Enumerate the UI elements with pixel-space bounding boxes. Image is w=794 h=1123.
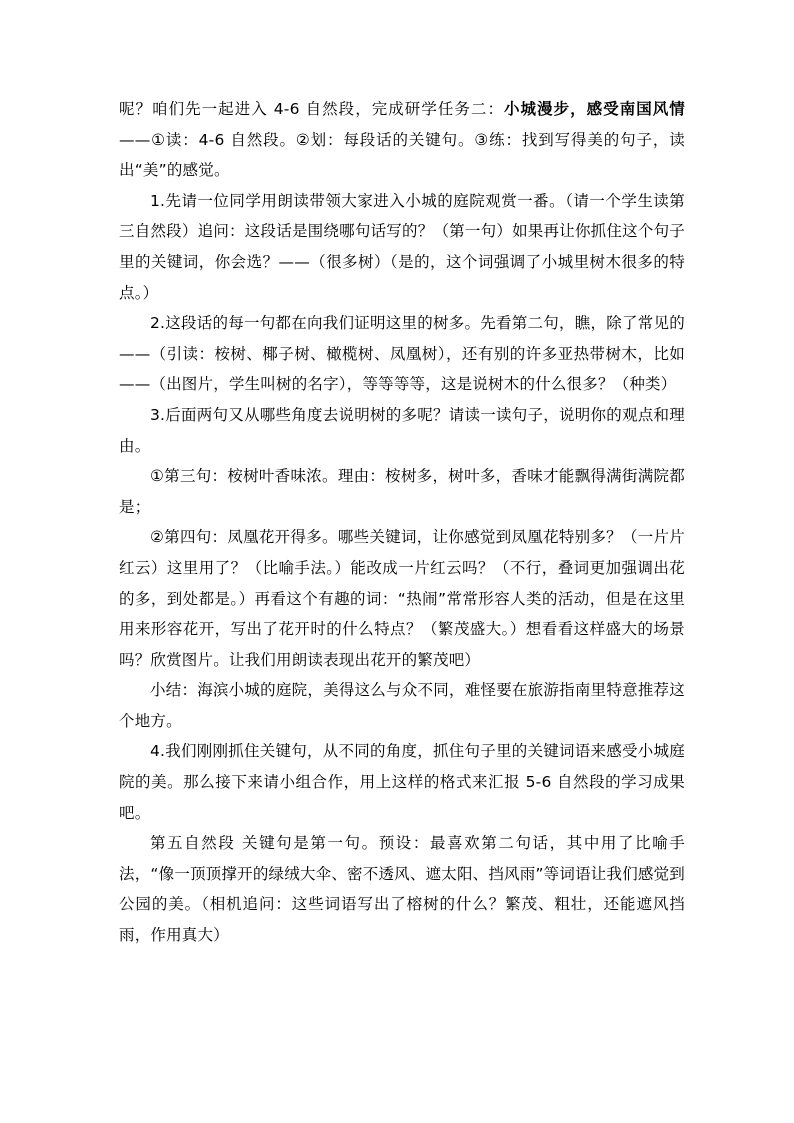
task-title: 小城漫步，感受南国风情 — [503, 100, 685, 118]
paragraph-third-sentence: ①第三句：桉树叶香味浓。理由：桉树多，树叶多，香味才能飘得满街满院都是； — [119, 467, 685, 516]
paragraph-1: 1.先请一位同学用朗读带领大家进入小城的庭院观赏一番。（请一个学生读第三自然段）追问：这段话是围绕哪句话写的？（第一句）如果再让你抓住这个句子里的关键词，你会选？——（很多树）（是的，这个词强调了小城里树木很多的特点。） — [119, 191, 685, 302]
intro-text: 呢？咱们先一起进入 4-6 自然段，完成研学任务二： — [119, 100, 504, 118]
paragraph-fifth-section: 第五自然段 关键句是第一句。预设：最喜欢第二句话，其中用了比喻手法，“像一顶顶撑开的绿绒大伞、密不透风、遮太阳、挡风雨”等词语让我们感觉到公园的美。（相机追问：这些词语写出了榕树的什么？繁茂、粗壮，还能遮风挡雨，作用真大） — [119, 834, 685, 945]
paragraph-4: 4.我们刚刚抓住关键句，从不同的角度，抓住句子里的关键词语来感受小城庭院的美。那么接下来请小组合作，用上这样的格式来汇报 5-6 自然段的学习成果吧。 — [119, 742, 685, 822]
paragraph-summary: 小结：海滨小城的庭院，美得这么与众不同，难怪要在旅游指南里特意推荐这个地方。 — [119, 681, 685, 730]
paragraph-fourth-sentence: ②第四句：凤凰花开得多。哪些关键词，让你感觉到凤凰花特别多？（一片片红云）这里用了？（比喻手法。）能改成一片红云吗？（不行，叠词更加强调出花的多，到处都是。）再看这个有趣的词：“热闹”常常形容人类的活动，但是在这里用来形容花开，写出了花开时的什么特点？（繁茂盛大。）想看看这样盛大的场景吗？欣赏图片。让我们用朗读表现出花开的繁茂吧） — [119, 528, 685, 669]
paragraph-3: 3.后面两句又从哪些角度去说明树的多呢？请读一读句子，说明你的观点和理由。 — [119, 405, 685, 455]
paragraph-2: 2.这段话的每一句都在向我们证明这里的树多。先看第二句，瞧，除了常见的——（引读：桉树、椰子树、橄榄树、凤凰树），还有别的许多亚热带树木，比如——（出图片，学生叫树的名字），等等等等，这是说树木的什么很多？（种类） — [119, 314, 685, 394]
document-page — [119, 94, 685, 951]
intro-paragraph — [119, 94, 685, 186]
intro-steps: ——①读：4-6 自然段。②划：每段话的关键句。③练：找到写得美的句子，读出“美”的感觉。 — [119, 130, 685, 180]
